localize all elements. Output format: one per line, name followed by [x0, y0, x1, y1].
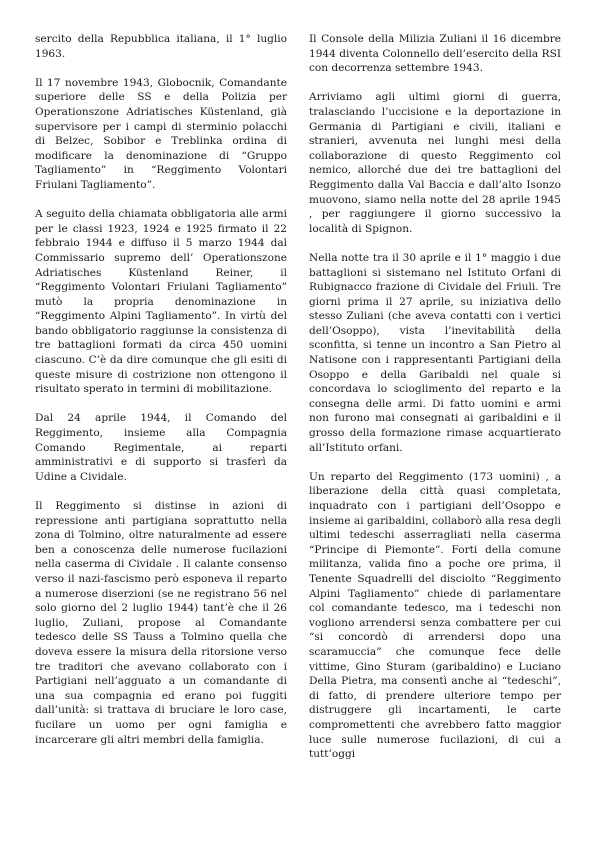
paragraph: Il Reggimento si distinse in azioni di repressione anti partigiana soprattutto nella zona di Tolmino, oltre naturalmente ad essere ben a conoscenza delle numerose fucilazioni nella caserma di Cividale . Il calante consenso verso il nazi-fascismo però esponeva il reparto a numerose diserzioni (se ne registrano 56 nel solo giorno del 2 luglio 1944) tant’è che il 26 luglio, Zuliani, propose al Comandante tedesco delle SS Tauss a Tolmino quella che doveva essere la misura della ritorsione verso tre traditori che avevano collaborato con i Partigiani nell’agguato a un comandante di una sua compagnia ed erano poi fuggiti dall’unità: si trattava di bruciare le loro case, fucilare un uomo per ogni famiglia e incarcerare gli altri membri della famiglia. [35, 500, 287, 746]
text-column-right [309, 32, 561, 843]
paragraph: Il Console della Milizia Zuliani il 16 dicembre 1944 diventa Colonnello dell’esercito della RSI con decorrenza settembre 1943. [309, 33, 561, 75]
paragraph: sercito della Repubblica italiana, il 1° luglio 1963. [35, 33, 287, 60]
paragraph: Arriviamo agli ultimi giorni di guerra, tralasciando l’uccisione e la deportazione in Germania di Partigiani e civili, italiani e stranieri, avvenuta nei lunghi mesi della collaborazione di questo Reggimento col nemico, allorché due dei tre battaglioni del Reggimento dalla Val Baccia e dall’alto Isonzo muovono, siamo nella notte del 28 aprile 1945 , per raggiungere il giorno successivo la località di Spignon. [309, 91, 561, 235]
paragraph: Dal 24 aprile 1944, il Comando del Reggimento, insieme alla Compagnia Comando Regimentale, ai reparti amministrativi e di supporto si trasferì da Udine a Cividale. [35, 412, 287, 483]
text-column-left [35, 32, 287, 843]
paragraph: Nella notte tra il 30 aprile e il 1° maggio i due battaglioni si sistemano nel Istituto Orfani di Rubignacco frazione di Cividale del Friuli. Tre giorni prima il 27 aprile, su iniziativa dello stesso Zuliani (che aveva contatti con i vertici dell’Osoppo), vista l’inevitabilità della sconfitta, si tenne un incontro a San Pietro al Natisone con i rappresentanti Partigiani della Osoppo e della Garibaldi nel quale si concordava lo scioglimento del reparto e la consegna delle armi. Di fatto uomini e armi non furono mai consegnati ai garibaldini e il grosso della formazione rimase acquartierato all’Istituto orfani. [309, 251, 561, 454]
paragraph: Un reparto del Reggimento (173 uomini) , a liberazione della città quasi completata, inquadrato con i partigiani dell’Osoppo e insieme ai garibaldini, collaborò alla resa degli ultimi tedeschi asserragliati nella caserma “Principe di Piemonte”. Forti della comune militanza, valida fino a poche ore prima, il Tenente Squadrelli del disciolto “Reggimento Alpini Tagliamento” chiede di parlamentare col comandante tedesco, ma i tedeschi non vogliono arrendersi senza combattere per cui “si concordò di arrendersi dopo una scaramuccia” che comunque fece delle vittime, Gino Sturam (garibaldino) e Luciano Della Pietra, ma consentì anche ai “tedeschi”, di fatto, di prendere ulteriore tempo per distruggere gli incartamenti, le carte compromettenti che avrebbero fatto maggior luce sulle numerose fucilazioni, di cui a tutt’oggi [309, 470, 561, 761]
paragraph: Il 17 novembre 1943, Globocnik, Comandante superiore delle SS e della Polizia per Operationszone Adriatisches Küstenland, già supervisore per i campi di sterminio polacchi di Belzec, Sobibor e Treblinka ordina di modificare la denominazione di “Gruppo Tagliamento” in “Reggimento Volontari Friulani Tagliamento”. [35, 76, 287, 191]
paragraph: A seguito della chiamata obbligatoria alle armi per le classi 1923, 1924 e 1925 firmato il 22 febbraio 1944 e diffuso il 5 marzo 1944 dal Commissario supremo dell’ Operationszone Adriatisches Küstenland Reiner, il “Reggimento Volontari Friulani Tagliamento” mutò la propria denominazione in “Reggimento Alpini Tagliamento”. In virtù del bando obbligatorio raggiunse la consistenza di tre battaglioni formati da circa 450 uomini ciascuno. C’è da dire comunque che gli esiti di queste misure di costrizione non ottengono il risultato sperato in termini di mobilitazione. [35, 208, 287, 396]
